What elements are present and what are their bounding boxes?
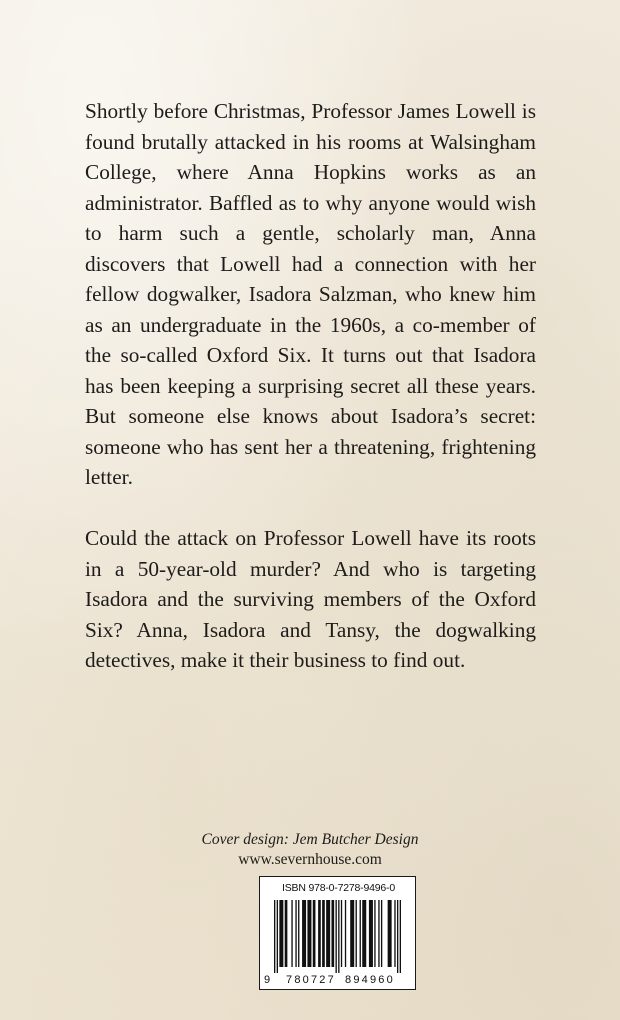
barcode-bar — [381, 900, 382, 967]
barcode-bar — [362, 900, 366, 967]
barcode-bar — [350, 900, 354, 967]
barcode-bar — [397, 900, 398, 973]
barcode-bar — [318, 900, 321, 967]
isbn-barcode — [259, 876, 416, 990]
barcode-bar — [277, 900, 278, 973]
barcode-first-digit: 9 — [264, 974, 271, 986]
barcode-bar — [378, 900, 379, 967]
barcode-digits — [260, 974, 417, 986]
barcode-bar — [338, 900, 339, 973]
cover-design-credit: Cover design: Jem Butcher Design — [201, 831, 419, 848]
isbn-label: ISBN 978-0-7278-9496-0 — [282, 882, 395, 894]
barcode-bar — [400, 900, 401, 973]
barcode-bar — [341, 900, 342, 967]
barcode-bar — [369, 900, 373, 967]
barcode-bar — [388, 900, 392, 967]
barcode-bar — [322, 900, 325, 967]
barcode-bar — [326, 900, 330, 967]
blurb-paragraph-2: Could the attack on Professor Lowell have its roots in a 50-year-old murder? And who is targeting Isadora and the surviving members of the Oxford Six? Anna, Isadora and Tansy, the dogwalking detectives, make it their business to find out. — [85, 526, 536, 672]
publisher-website: www.severnhouse.com — [238, 851, 382, 868]
barcode-bar — [302, 900, 306, 967]
barcode-bar — [394, 900, 395, 967]
barcode-bar — [291, 900, 292, 967]
barcode-bar — [335, 900, 336, 973]
barcode-bar — [356, 900, 357, 967]
credits — [0, 830, 620, 870]
barcode-bar — [331, 900, 334, 967]
barcode-bar — [285, 900, 288, 967]
barcode-bar — [298, 900, 299, 967]
barcode-bar — [313, 900, 316, 967]
barcode-bar — [279, 900, 283, 967]
barcode-right-group: 894960 — [345, 974, 395, 986]
barcode-bar — [374, 900, 375, 967]
barcode-bars — [274, 900, 401, 973]
back-cover-blurb — [85, 96, 536, 676]
barcode-bar — [307, 900, 311, 967]
barcode-left-group: 780727 — [286, 974, 336, 986]
barcode-bar — [345, 900, 346, 967]
barcode-bar — [295, 900, 296, 967]
barcode-bar — [360, 900, 361, 967]
blurb-paragraph-1: Shortly before Christmas, Professor James Lowell is found brutally attacked in his rooms at Walsingham College, where Anna Hopkins works as an administrator. Baffled as to why anyone would wish to harm such a gentle, scholarly man, Anna discovers that Lowell had a connection with her fellow dogwalker, Isadora Salzman, who knew him as an undergraduate in the 1960s, a co-member of the so-called Oxford Six. It turns out that Isadora has been keeping a surprising secret all these years. But someone else knows about Isadora’s secret: someone who has sent her a threatening, frightening letter. — [85, 99, 536, 489]
barcode-bar — [274, 900, 275, 973]
